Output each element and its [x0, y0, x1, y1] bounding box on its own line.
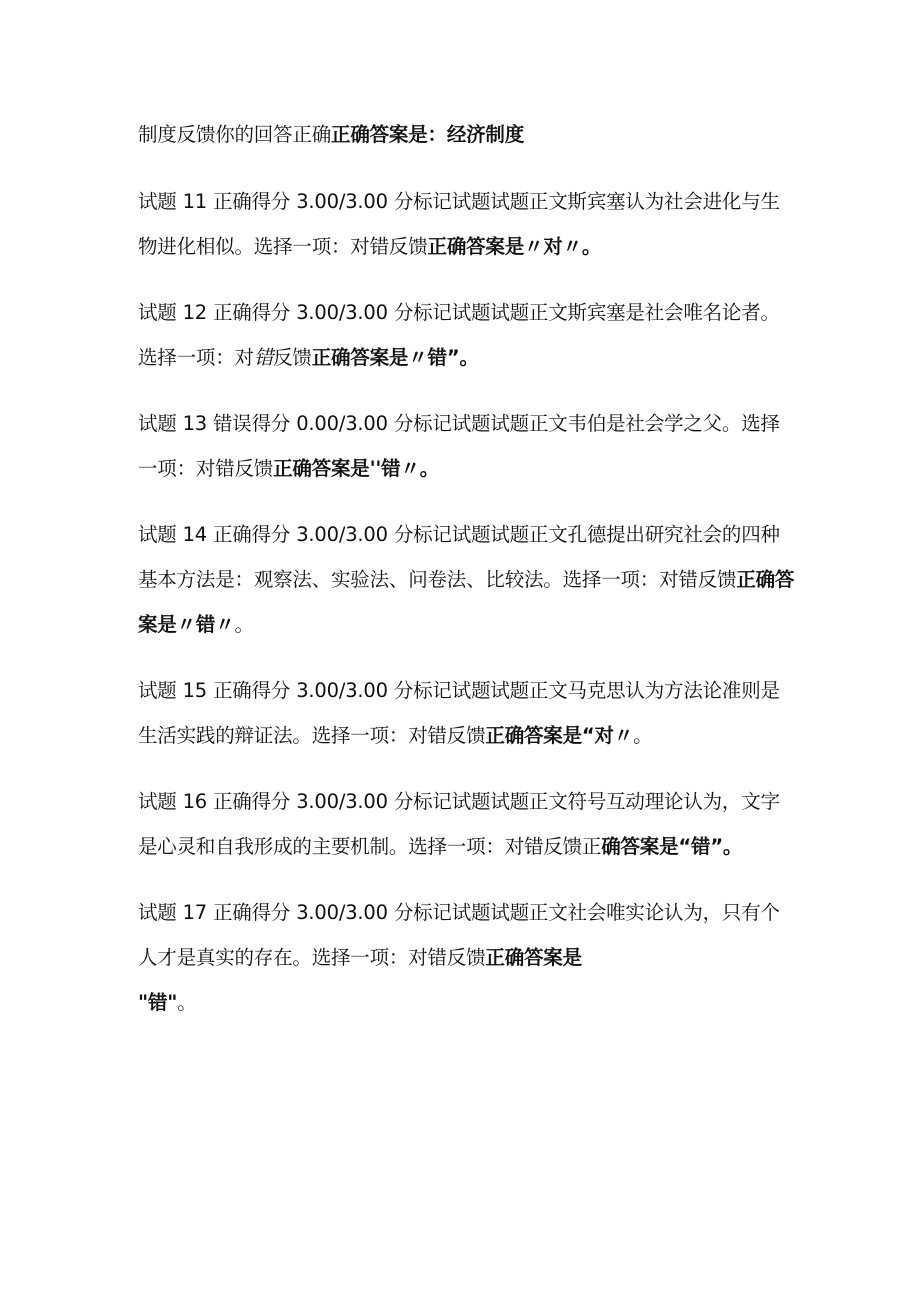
correct-answer-text: 正确答案是〃错〃 [138, 568, 795, 636]
question-text: 试题 16 正确得分 3.00/3.00 分标记试题试题正文符号互动理论认为，文字是心灵和自我形成的主要机制。选择一项：对错反馈正 [138, 790, 780, 858]
correct-answer-text: 正确答案是''错〃。 [273, 457, 440, 480]
correct-answer-text: 正确答案是〃对〃。 [427, 235, 602, 258]
period-text: 。 [234, 613, 254, 636]
correct-answer-text: 正确答案是 [485, 946, 582, 969]
correct-answer-text: "错" [138, 991, 178, 1014]
question-text: 试题 17 正确得分 3.00/3.00 分标记试题试题正文社会唯实论认为，只有个人才是真实的存在。选择一项：对错反馈 [138, 901, 780, 969]
question-text: 试题 11 正确得分 3.00/3.00 分标记试题试题正文斯宾塞认为社会进化与生物进化相似。选择一项：对错反馈 [138, 190, 780, 258]
question-text: 试题 15 正确得分 3.00/3.00 分标记试题试题正文马克思认为方法论准则是生活实践的辩证法。选择一项：对错反馈 [138, 679, 780, 747]
paragraph-question-12 [138, 290, 798, 380]
paragraph-q10-feedback [138, 112, 798, 157]
paragraph-question-14 [138, 512, 798, 647]
text-segment: 制度反馈你的回答正确 [138, 123, 332, 146]
correct-answer-text: 正确答案是：经济制度 [331, 123, 525, 146]
feedback-label: 反馈 [273, 346, 312, 369]
correct-answer-text: 正确答案是〃错”。 [311, 346, 479, 369]
question-text: 试题 13 错误得分 0.00/3.00 分标记试题试题正文韦伯是社会学之父。选择一项：对错反馈 [138, 412, 780, 480]
correct-answer-text: 确答案是“错”。 [601, 835, 743, 858]
paragraph-question-13 [138, 401, 798, 491]
question-text: 试题 14 正确得分 3.00/3.00 分标记试题试题正文孔德提出研究社会的四种基本方法是：观察法、实验法、问卷法、比较法。选择一项：对错反馈 [138, 523, 780, 591]
option-text: 错 [253, 346, 274, 369]
period-text: 。 [177, 991, 197, 1014]
document-body [138, 112, 798, 1046]
paragraph-question-17 [138, 890, 798, 980]
correct-answer-text: 正确答案是“对〃 [485, 724, 634, 747]
question-text: 试题 12 正确得分 3.00/3.00 分标记试题试题正文斯宾塞是社会唯名论者。选择一项：对 [138, 301, 780, 369]
paragraph-question-16 [138, 779, 798, 869]
period-text: 。 [633, 724, 653, 747]
paragraph-question-17-answer [138, 980, 798, 1025]
paragraph-question-11 [138, 179, 798, 269]
paragraph-question-15 [138, 668, 798, 758]
